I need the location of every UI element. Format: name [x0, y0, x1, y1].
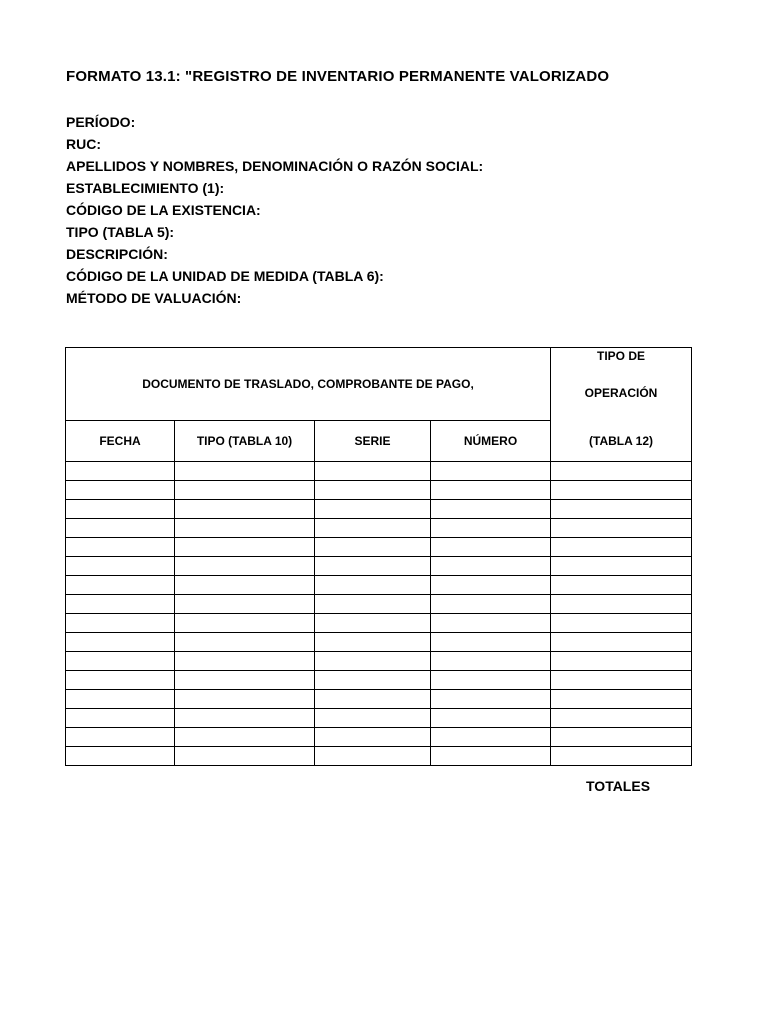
field-establecimiento: ESTABLECIMIENTO (1):: [66, 180, 225, 196]
operation-type-header-line3: (TABLA 12): [551, 421, 692, 462]
table-cell: [431, 690, 551, 709]
table-cell: [315, 595, 431, 614]
field-razon-social: APELLIDOS Y NOMBRES, DENOMINACIÓN O RAZÓN SOCIAL:: [66, 158, 484, 174]
table-cell: [315, 614, 431, 633]
table-cell: [551, 481, 692, 500]
field-metodo-valuacion: MÉTODO DE VALUACIÓN:: [66, 290, 242, 306]
table-cell: [66, 595, 175, 614]
table-cell: [315, 500, 431, 519]
table-row: [66, 747, 692, 766]
table-cell: [431, 595, 551, 614]
table-row: [66, 481, 692, 500]
column-header-numero: NÚMERO: [431, 421, 551, 462]
table-cell: [431, 728, 551, 747]
table-cell: [66, 671, 175, 690]
table-cell: [431, 500, 551, 519]
table-body: [66, 462, 692, 766]
table-cell: [175, 728, 315, 747]
table-cell: [66, 500, 175, 519]
table-cell: [431, 519, 551, 538]
table-cell: [66, 576, 175, 595]
table-cell: [66, 557, 175, 576]
field-ruc: RUC:: [66, 136, 101, 152]
table-cell: [551, 709, 692, 728]
table-row: [66, 538, 692, 557]
table-cell: [175, 709, 315, 728]
column-header-fecha: FECHA: [66, 421, 175, 462]
table-cell: [551, 728, 692, 747]
operation-type-header-line2: OPERACIÓN: [584, 386, 658, 400]
table-cell: [551, 576, 692, 595]
document-group-header: DOCUMENTO DE TRASLADO, COMPROBANTE DE PAGO,: [66, 348, 551, 421]
field-descripcion: DESCRIPCIÓN:: [66, 246, 168, 262]
totals-label: TOTALES: [586, 778, 651, 794]
table-cell: [551, 690, 692, 709]
table-cell: [431, 462, 551, 481]
operation-type-header: [551, 348, 692, 421]
table-cell: [175, 595, 315, 614]
table-cell: [66, 690, 175, 709]
table-row: [66, 557, 692, 576]
table-cell: [431, 538, 551, 557]
table-cell: [315, 709, 431, 728]
table-cell: [431, 576, 551, 595]
table-cell: [175, 557, 315, 576]
table-row: [66, 595, 692, 614]
table-cell: [551, 538, 692, 557]
table-cell: [175, 614, 315, 633]
table-cell: [551, 614, 692, 633]
table-cell: [551, 747, 692, 766]
table-header-row-columns: [66, 421, 692, 462]
table-cell: [175, 671, 315, 690]
table-row: [66, 690, 692, 709]
table-cell: [551, 652, 692, 671]
table-cell: [175, 462, 315, 481]
table-cell: [315, 538, 431, 557]
table-row: [66, 709, 692, 728]
document-title: FORMATO 13.1: "REGISTRO DE INVENTARIO PERMANENTE VALORIZADO: [66, 68, 610, 85]
table-cell: [551, 500, 692, 519]
column-header-serie: SERIE: [315, 421, 431, 462]
table-cell: [66, 747, 175, 766]
table-cell: [551, 671, 692, 690]
table-cell: [431, 652, 551, 671]
table-cell: [66, 462, 175, 481]
table-cell: [175, 633, 315, 652]
table-row: [66, 614, 692, 633]
table-cell: [175, 538, 315, 557]
table-cell: [315, 652, 431, 671]
table-row: [66, 462, 692, 481]
table-cell: [66, 652, 175, 671]
table-cell: [431, 671, 551, 690]
field-codigo-unidad-medida: CÓDIGO DE LA UNIDAD DE MEDIDA (TABLA 6):: [66, 268, 384, 284]
field-codigo-existencia: CÓDIGO DE LA EXISTENCIA:: [66, 202, 261, 218]
table-cell: [431, 481, 551, 500]
table-cell: [431, 709, 551, 728]
table-row: [66, 500, 692, 519]
table-cell: [315, 462, 431, 481]
table-row: [66, 633, 692, 652]
operation-type-header-line1: TIPO DE: [597, 349, 646, 363]
table-cell: [551, 519, 692, 538]
field-periodo: PERÍODO:: [66, 114, 136, 130]
table-row: [66, 728, 692, 747]
table-row: [66, 671, 692, 690]
table-cell: [431, 747, 551, 766]
table-cell: [66, 709, 175, 728]
table-row: [66, 576, 692, 595]
table-cell: [315, 728, 431, 747]
table-cell: [551, 595, 692, 614]
table-cell: [175, 519, 315, 538]
table-cell: [315, 576, 431, 595]
table-cell: [551, 557, 692, 576]
table-cell: [315, 690, 431, 709]
table-header-row-group: [66, 348, 692, 421]
table-cell: [175, 481, 315, 500]
table-cell: [315, 747, 431, 766]
inventory-register-table: [65, 347, 692, 766]
table-cell: [66, 519, 175, 538]
table-cell: [551, 633, 692, 652]
table-cell: [551, 462, 692, 481]
table-cell: [175, 576, 315, 595]
table-cell: [66, 481, 175, 500]
document-title-container: [66, 66, 691, 88]
column-header-tipo: TIPO (TABLA 10): [175, 421, 315, 462]
table-cell: [431, 557, 551, 576]
table-cell: [315, 633, 431, 652]
table-cell: [66, 633, 175, 652]
table-cell: [315, 557, 431, 576]
table-row: [66, 652, 692, 671]
table-cell: [315, 519, 431, 538]
table-cell: [175, 652, 315, 671]
table-cell: [175, 500, 315, 519]
table-row: [66, 519, 692, 538]
table-cell: [431, 614, 551, 633]
table-cell: [175, 747, 315, 766]
table-cell: [66, 614, 175, 633]
table-cell: [431, 633, 551, 652]
table-cell: [66, 728, 175, 747]
table-cell: [66, 538, 175, 557]
header-field-list: [66, 111, 483, 309]
table-cell: [315, 481, 431, 500]
table-cell: [315, 671, 431, 690]
field-tipo: TIPO (TABLA 5):: [66, 224, 175, 240]
table-cell: [175, 690, 315, 709]
